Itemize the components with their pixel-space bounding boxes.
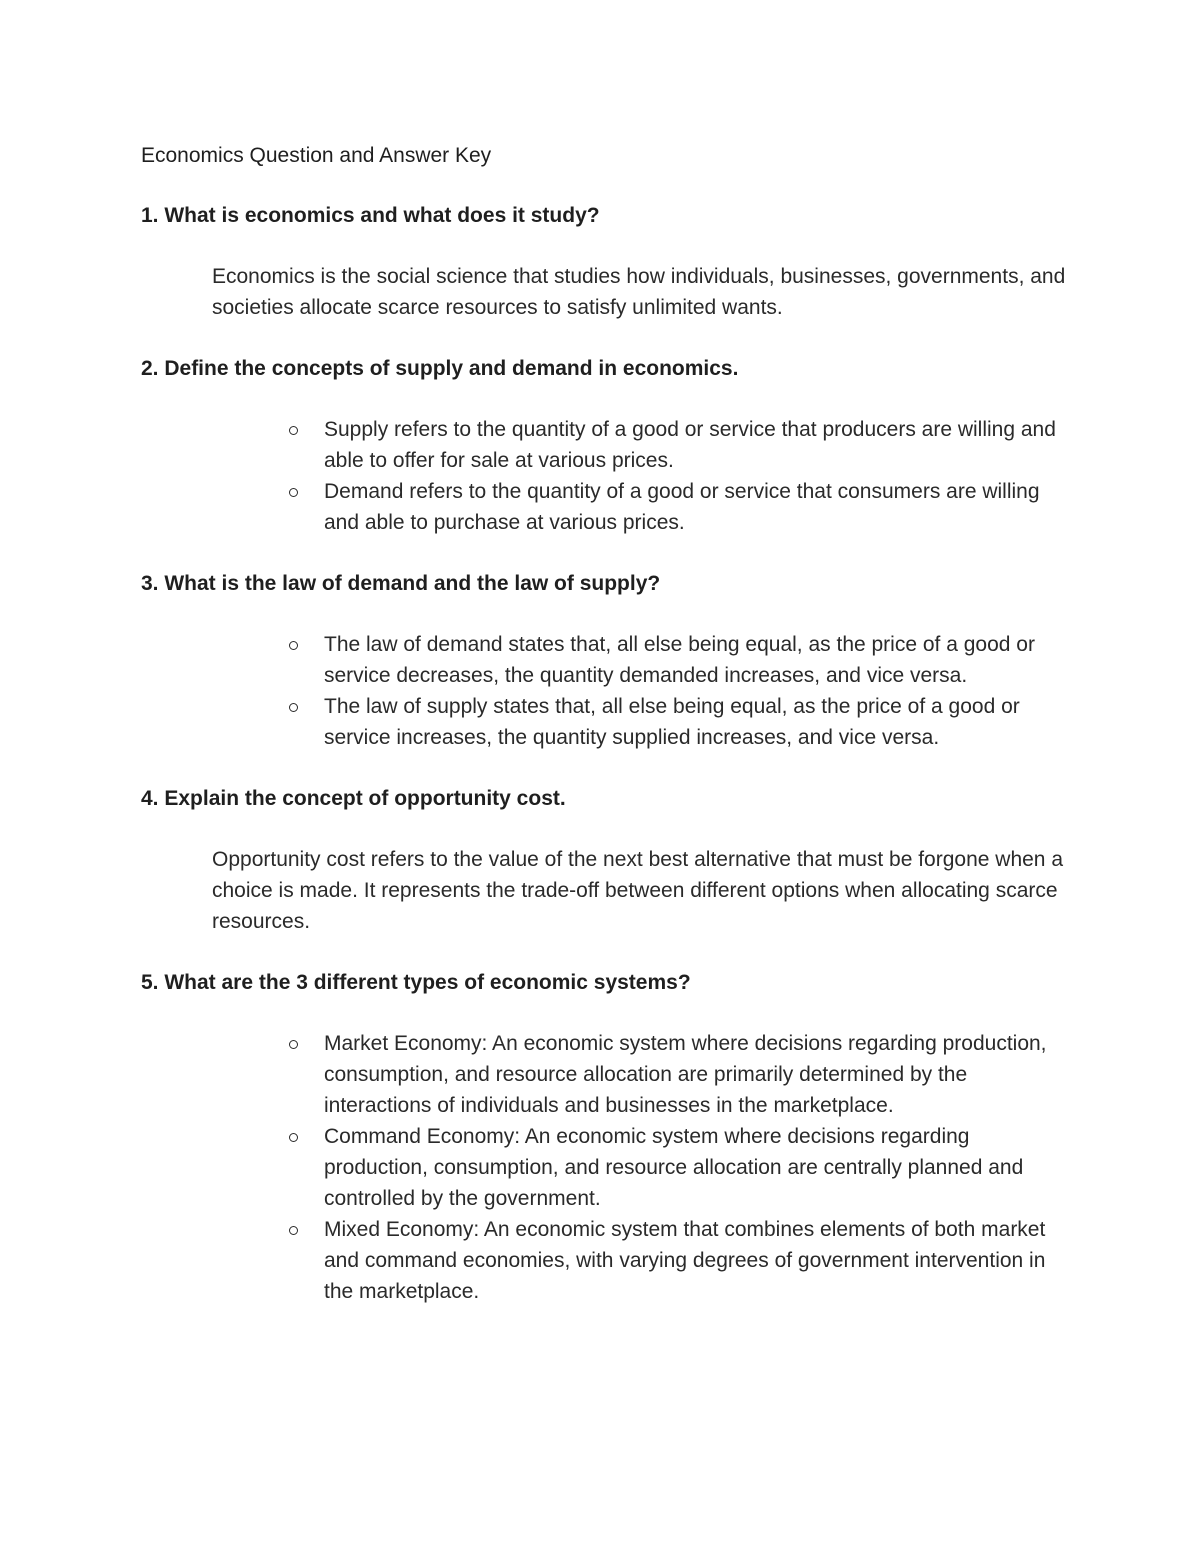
question-3: 3. What is the law of demand and the law of supply?: [141, 572, 661, 595]
answer-4: Opportunity cost refers to the value of the next best alternative that must be forgone when a choice is made. It represents the trade-off between different options when allocating scarce resources.: [212, 848, 1063, 933]
question-1: 1. What is economics and what does it study?: [141, 204, 600, 227]
answer-5-list: [141, 1028, 1071, 1307]
hollow-circle-icon: [289, 1133, 298, 1142]
question-5: 5. What are the 3 different types of economic systems?: [141, 971, 691, 994]
document-body: [141, 140, 1071, 1337]
document-title: Economics Question and Answer Key: [141, 144, 492, 167]
list-item-text: The law of demand states that, all else being equal, as the price of a good or service decreases, the quantity demanded increases, and vice versa.: [324, 633, 1035, 687]
answer-3-list: [141, 629, 1071, 753]
list-item-text: Command Economy: An economic system where decisions regarding production, consumption, and resource allocation are centrally planned and controlled by the government.: [324, 1125, 1024, 1210]
list-item-text: Supply refers to the quantity of a good or service that producers are willing and able to offer for sale at various prices.: [324, 418, 1056, 472]
list-item: [141, 1121, 1064, 1214]
question-2: 2. Define the concepts of supply and demand in economics.: [141, 357, 739, 380]
hollow-circle-icon: [289, 426, 298, 435]
hollow-circle-icon: [289, 1226, 298, 1235]
list-item: [141, 414, 1064, 476]
hollow-circle-icon: [289, 703, 298, 712]
list-item-text: Demand refers to the quantity of a good or service that consumers are willing and able to purchase at various prices.: [324, 480, 1040, 534]
hollow-circle-icon: [289, 1040, 298, 1049]
list-item: [141, 691, 1064, 753]
list-item-text: Mixed Economy: An economic system that combines elements of both market and command economies, with varying degrees of government intervention in the marketplace.: [324, 1218, 1046, 1303]
hollow-circle-icon: [289, 488, 298, 497]
answer-1: Economics is the social science that studies how individuals, businesses, governments, and societies allocate scarce resources to satisfy unlimited wants.: [212, 265, 1066, 319]
list-item: [141, 476, 1064, 538]
answer-2-list: [141, 414, 1071, 538]
list-item: [141, 1028, 1064, 1121]
list-item-text: Market Economy: An economic system where decisions regarding production, consumption, and resource allocation are primarily determined by the interactions of individuals and businesses in the marketplace.: [324, 1032, 1047, 1117]
hollow-circle-icon: [289, 641, 298, 650]
list-item: [141, 629, 1064, 691]
list-item-text: The law of supply states that, all else being equal, as the price of a good or service increases, the quantity supplied increases, and vice versa.: [324, 695, 1020, 749]
list-item: [141, 1214, 1064, 1307]
question-4: 4. Explain the concept of opportunity cost.: [141, 787, 566, 810]
